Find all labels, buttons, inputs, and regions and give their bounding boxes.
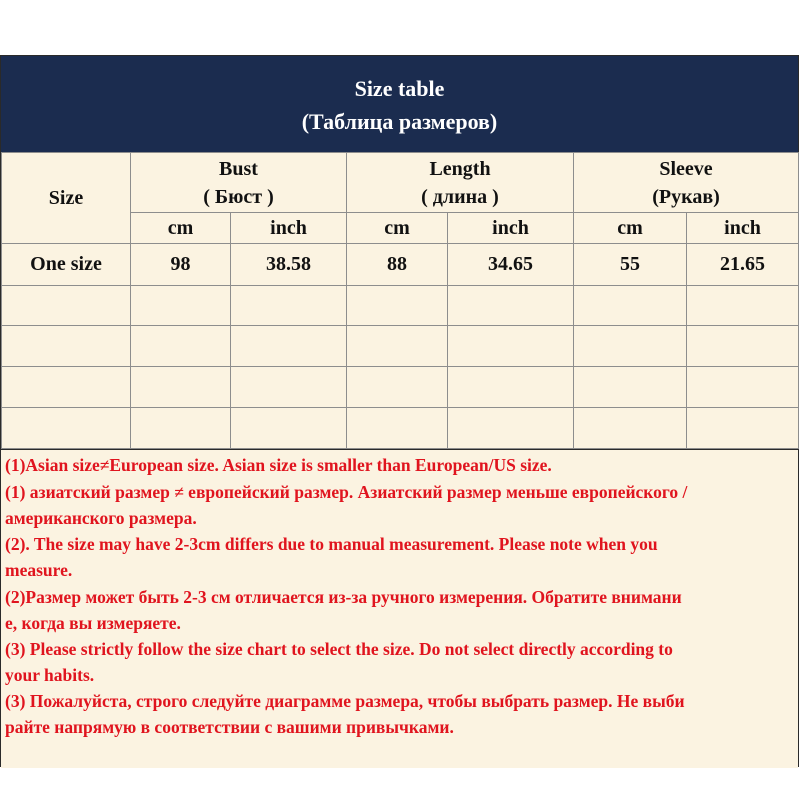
bust-header bbox=[131, 153, 347, 213]
empty-row bbox=[2, 286, 799, 326]
value-cell: 98 bbox=[131, 244, 231, 286]
note-line: американского размера. bbox=[5, 508, 197, 528]
sleeve-label: Sleeve bbox=[659, 157, 713, 180]
size-chart bbox=[0, 55, 799, 767]
title-russian: (Таблица размеров) bbox=[301, 109, 498, 134]
group-header-row bbox=[2, 153, 799, 213]
empty-cell bbox=[2, 286, 131, 326]
empty-row bbox=[2, 367, 799, 408]
note-line: е, когда вы измеряете. bbox=[5, 613, 181, 633]
sleeve-label-russian: (Рукав) bbox=[652, 185, 720, 208]
length-label-russian: ( длина ) bbox=[421, 185, 499, 208]
empty-cell bbox=[231, 367, 347, 408]
unit-cell: cm bbox=[574, 213, 687, 244]
empty-cell bbox=[448, 326, 574, 367]
empty-cell bbox=[448, 408, 574, 449]
note-line: (3) Пожалуйста, строго следуйте диаграмме размера, чтобы выбрать размер. Не выби bbox=[5, 691, 685, 711]
empty-row bbox=[2, 408, 799, 449]
empty-cell bbox=[448, 367, 574, 408]
empty-cell bbox=[448, 286, 574, 326]
unit-cell: inch bbox=[687, 213, 799, 244]
bust-label-russian: ( Бюст ) bbox=[203, 185, 274, 208]
size-table bbox=[1, 152, 799, 449]
note-line: (2). The size may have 2-3cm differs due to manual measurement. Please note when you bbox=[5, 534, 658, 554]
empty-cell bbox=[2, 408, 131, 449]
note-line: (2)Размер может быть 2-3 см отличается из-за ручного измерения. Обратите внимани bbox=[5, 587, 682, 607]
note-line: (1) азиатский размер ≠ европейский размер. Азиатский размер меньше европейского / bbox=[5, 482, 688, 502]
unit-cell: inch bbox=[448, 213, 574, 244]
value-cell: 88 bbox=[347, 244, 448, 286]
empty-cell bbox=[347, 326, 448, 367]
empty-cell bbox=[131, 286, 231, 326]
empty-row bbox=[2, 326, 799, 367]
table-row bbox=[2, 244, 799, 286]
empty-cell bbox=[131, 367, 231, 408]
empty-cell bbox=[2, 367, 131, 408]
value-cell: 38.58 bbox=[231, 244, 347, 286]
value-cell: 21.65 bbox=[687, 244, 799, 286]
empty-cell bbox=[687, 408, 799, 449]
note-line: measure. bbox=[5, 560, 73, 580]
empty-cell bbox=[687, 367, 799, 408]
title-english: Size table bbox=[354, 76, 445, 101]
value-cell: 34.65 bbox=[448, 244, 574, 286]
note-line: (3) Please strictly follow the size chart to select the size. Do not select directly according to bbox=[5, 639, 673, 659]
empty-cell bbox=[131, 408, 231, 449]
note-line: райте напрямую в соответствии с вашими привычками. bbox=[5, 717, 454, 737]
empty-cell bbox=[231, 408, 347, 449]
empty-cell bbox=[2, 326, 131, 367]
empty-cell bbox=[574, 367, 687, 408]
empty-cell bbox=[687, 286, 799, 326]
length-header bbox=[347, 153, 574, 213]
empty-cell bbox=[231, 326, 347, 367]
size-column-header: Size bbox=[2, 153, 131, 244]
bust-label: Bust bbox=[219, 157, 258, 180]
empty-cell bbox=[347, 367, 448, 408]
empty-cell bbox=[574, 286, 687, 326]
empty-cell bbox=[687, 326, 799, 367]
empty-cell bbox=[231, 286, 347, 326]
unit-cell: inch bbox=[231, 213, 347, 244]
unit-cell: cm bbox=[347, 213, 448, 244]
title-banner bbox=[1, 56, 798, 152]
size-notes bbox=[1, 449, 798, 768]
empty-cell bbox=[574, 408, 687, 449]
empty-cell bbox=[574, 326, 687, 367]
empty-cell bbox=[347, 286, 448, 326]
note-line: (1)Asian size≠European size. Asian size is smaller than European/US size. bbox=[5, 455, 552, 475]
empty-cell bbox=[131, 326, 231, 367]
note-line: your habits. bbox=[5, 665, 95, 685]
empty-cell bbox=[347, 408, 448, 449]
sleeve-header bbox=[574, 153, 799, 213]
value-cell: 55 bbox=[574, 244, 687, 286]
unit-cell: cm bbox=[131, 213, 231, 244]
size-cell: One size bbox=[2, 244, 131, 286]
length-label: Length bbox=[429, 157, 491, 180]
